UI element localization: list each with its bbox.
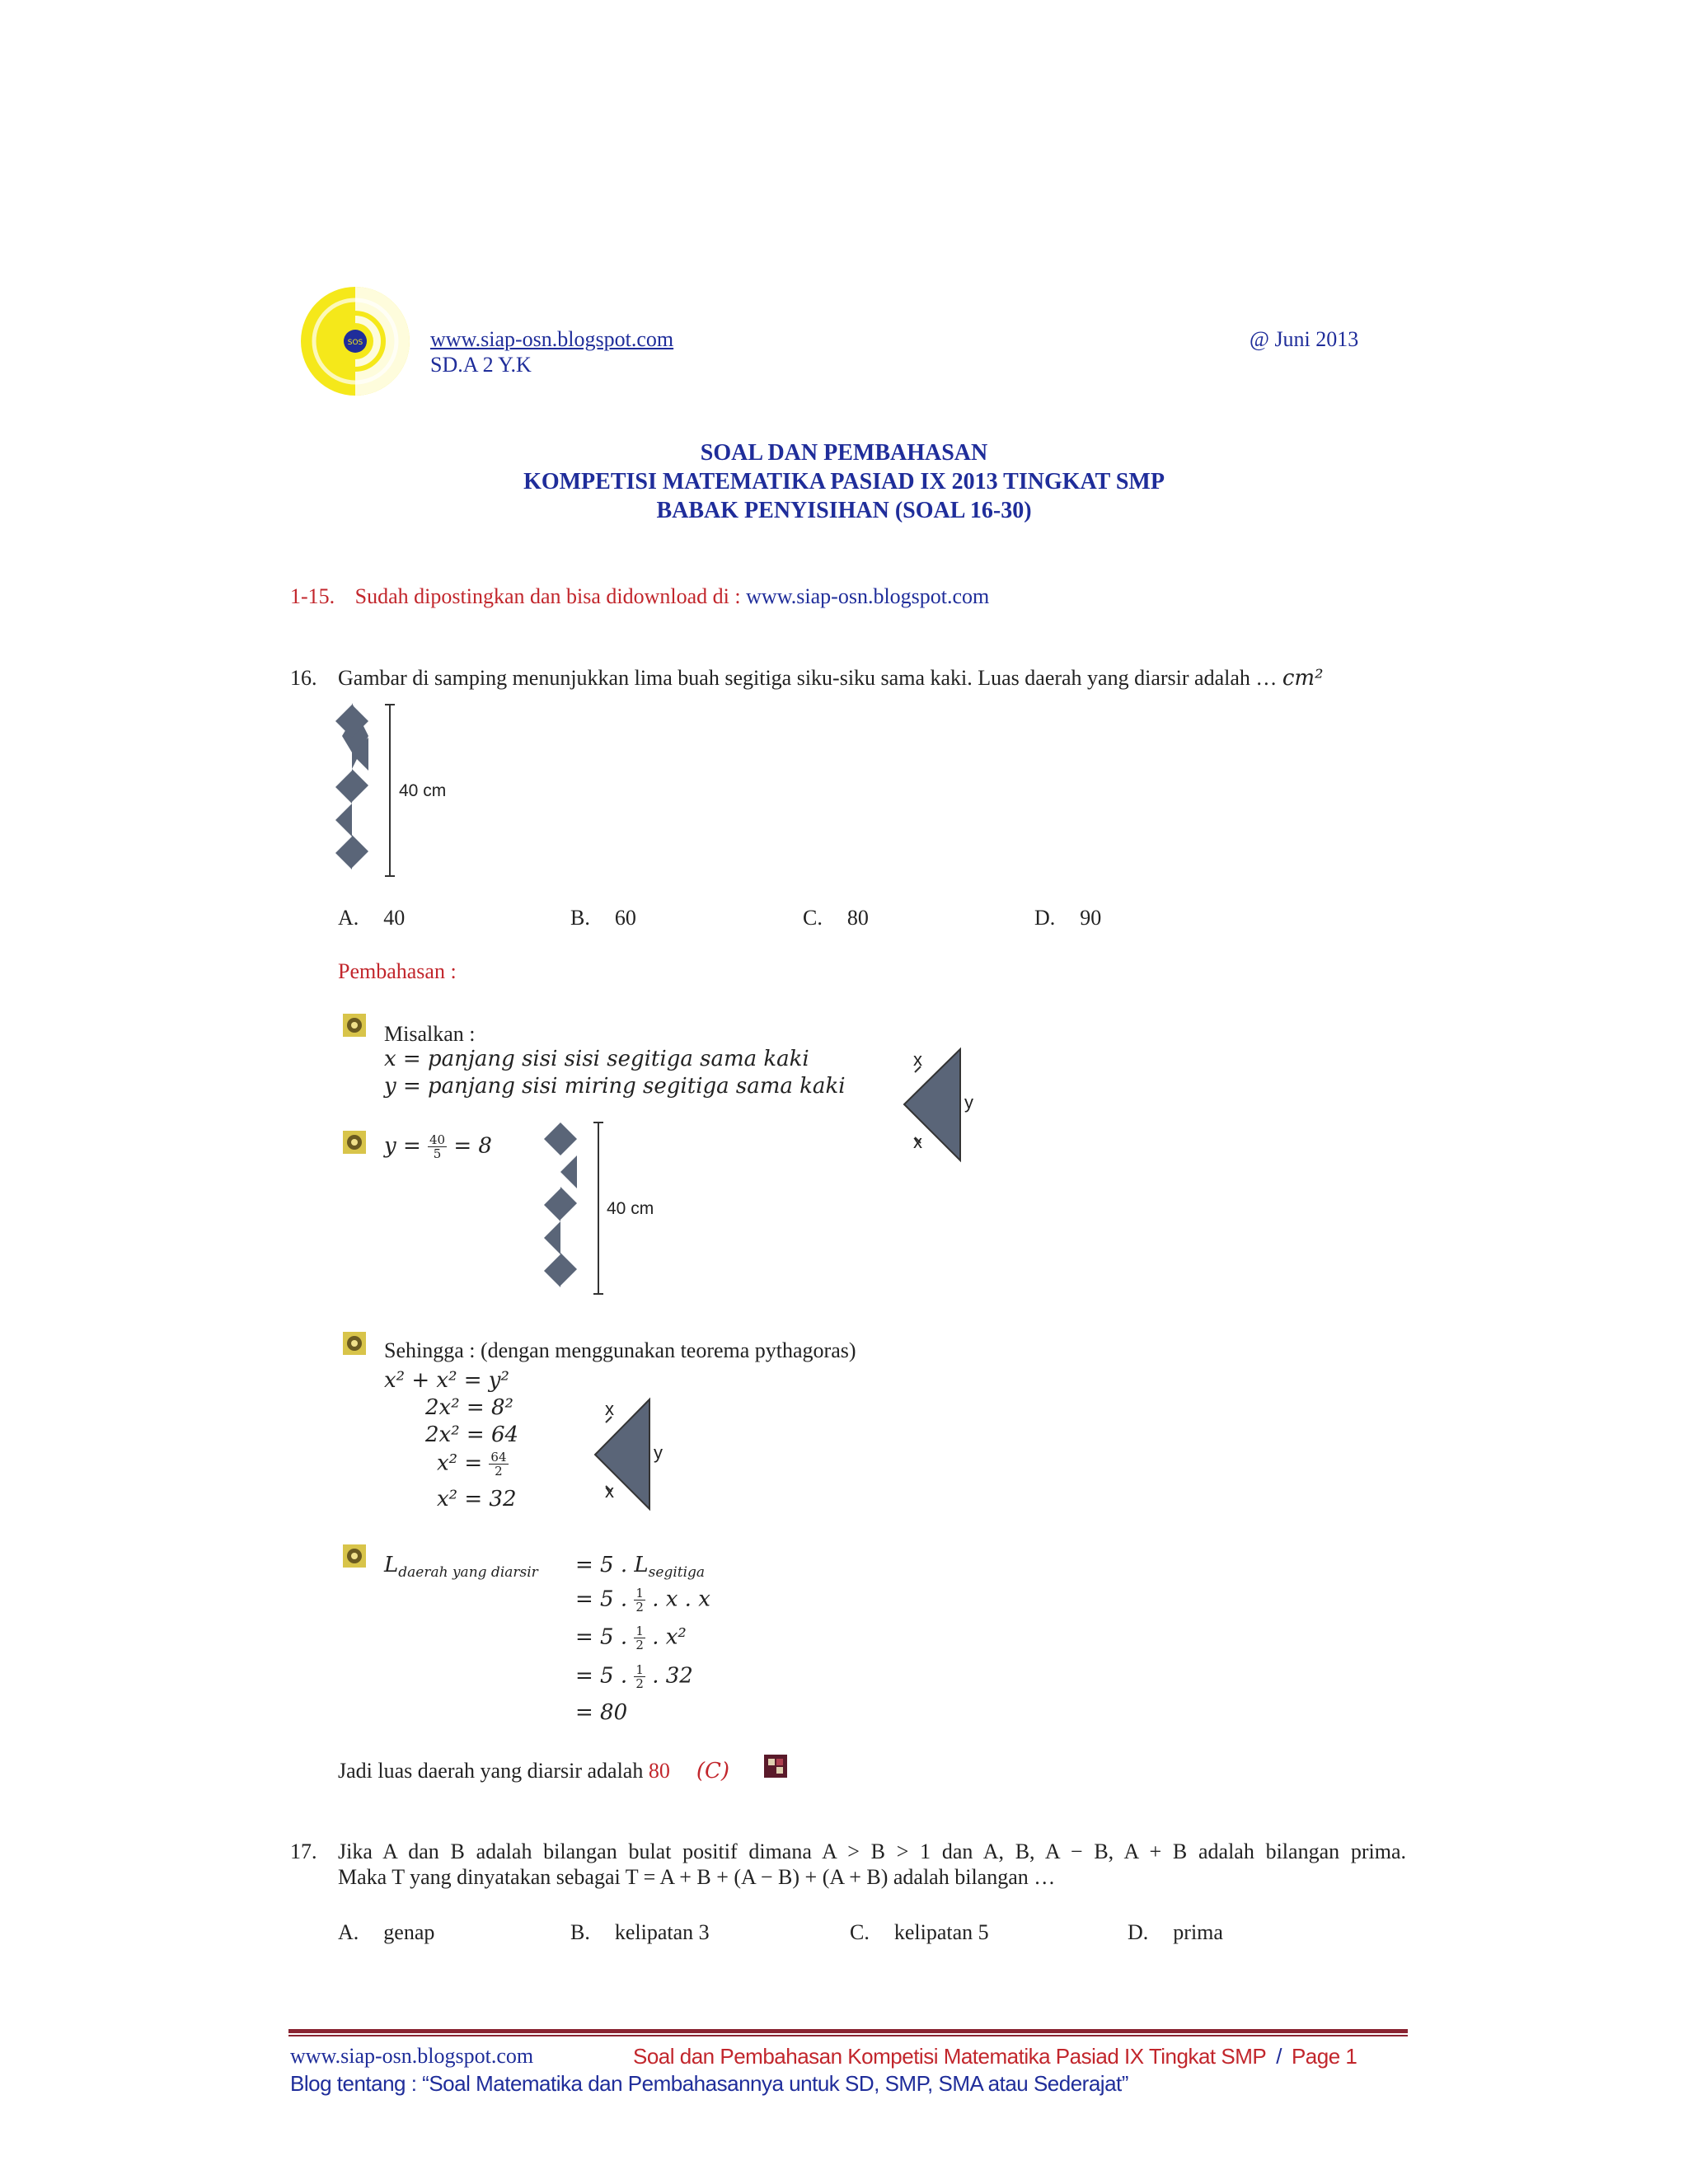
q17-line1: Jika A dan B adalah bilangan bulat positif dimana A > B > 1 dan A, B, A − B, A + B adalah bilangan prima. bbox=[338, 1840, 1406, 1863]
q16-option-b-value: 60 bbox=[614, 906, 636, 930]
area-line-2-lead: = 5 . bbox=[575, 1624, 635, 1650]
q16-figure-label: 40 cm bbox=[399, 781, 447, 800]
bullet-icon bbox=[341, 1330, 368, 1357]
area-label bbox=[384, 1553, 538, 1581]
def-x: x = panjang sisi sisi segitiga sama kaki bbox=[384, 1047, 809, 1071]
area-line-3-num: 1 bbox=[635, 1662, 644, 1677]
q17-option-a-letter: A. bbox=[338, 1920, 359, 1944]
q17-option-d[interactable] bbox=[1128, 1920, 1223, 1945]
area-rhs-sub: segitiga bbox=[648, 1564, 706, 1582]
note-text: Sudah dipostingkan dan bisa didownload di : bbox=[354, 584, 747, 608]
q16-option-c-letter: C. bbox=[803, 906, 823, 930]
area-line-1-den: 2 bbox=[635, 1600, 644, 1615]
area-line-1-tail: . x . x bbox=[645, 1586, 710, 1612]
q16-option-b-letter: B. bbox=[570, 906, 590, 930]
answer-letter: (C) bbox=[696, 1759, 730, 1783]
area-line-0 bbox=[575, 1553, 705, 1581]
bullet-icon bbox=[341, 1543, 368, 1569]
area-line-2-den: 2 bbox=[635, 1638, 644, 1652]
q16-option-c-value: 80 bbox=[846, 906, 869, 930]
q16-option-a[interactable] bbox=[338, 906, 405, 930]
pyth-line-1: x² + x² = y² bbox=[384, 1368, 509, 1393]
footer-separator: / bbox=[1276, 2044, 1282, 2069]
q16-option-a-value: 40 bbox=[383, 906, 406, 930]
footer-blog: Blog tentang : “Soal Matematika dan Pembahasannya untuk SD, SMP, SMA atau Sederajat” bbox=[290, 2071, 1128, 2096]
page-title-line3: BABAK PENYISIHAN (SOAL 16-30) bbox=[656, 498, 1032, 523]
conclusion-line bbox=[338, 1759, 729, 1783]
pyth-line-5: x² = 32 bbox=[437, 1487, 517, 1511]
tri1-label-x-top: x bbox=[913, 1049, 922, 1070]
q16-option-d[interactable] bbox=[1034, 906, 1101, 930]
q17-option-c-letter: C. bbox=[850, 1920, 870, 1944]
answer-value: 80 bbox=[648, 1759, 670, 1783]
q17-option-d-letter: D. bbox=[1128, 1920, 1149, 1944]
area-line-2-num: 1 bbox=[635, 1624, 644, 1638]
header-url[interactable]: www.siap-osn.blogspot.com bbox=[430, 327, 674, 351]
q16-number: 16. bbox=[290, 666, 317, 690]
header-date: @ Juni 2013 bbox=[1250, 327, 1359, 351]
tri1-label-x-bottom: x bbox=[913, 1132, 922, 1152]
note-range: 1-15. bbox=[290, 584, 335, 608]
footer-rule-bottom bbox=[288, 2035, 1408, 2036]
y-frac-den: 5 bbox=[433, 1146, 442, 1161]
pyth-frac-num: 64 bbox=[490, 1450, 507, 1465]
pembahasan-label: Pembahasan : bbox=[338, 959, 457, 983]
area-line-3-tail: . 32 bbox=[645, 1663, 693, 1689]
y-eq-left: y = bbox=[384, 1133, 429, 1159]
q17-option-a-value: genap bbox=[383, 1920, 435, 1944]
area-label-L: L bbox=[384, 1553, 399, 1577]
footer-doc-title: Soal dan Pembahasan Kompetisi Matematika Pasiad IX Tingkat SMP bbox=[633, 2044, 1267, 2069]
area-final: = 80 bbox=[575, 1700, 628, 1725]
footer-rule-top bbox=[288, 2029, 1408, 2033]
sehingga-text: Sehingga : (dengan menggunakan teorema pythagoras) bbox=[384, 1338, 856, 1362]
area-line-2 bbox=[575, 1624, 687, 1652]
q17-option-c-value: kelipatan 5 bbox=[893, 1920, 989, 1944]
misalkan-label: Misalkan : bbox=[384, 1022, 476, 1046]
tri1-label-y: y bbox=[964, 1092, 973, 1113]
area-label-sub: daerah yang diarsir bbox=[398, 1564, 538, 1582]
page-title-line2: KOMPETISI MATEMATIKA PASIAD IX 2013 TINGKAT SMP bbox=[523, 469, 1165, 494]
conclusion-text: Jadi luas daerah yang diarsir adalah bbox=[338, 1759, 649, 1783]
q17-line2: Maka T yang dinyatakan sebagai T = A + B + (A − B) + (A + B) adalah bilangan … bbox=[338, 1865, 1056, 1889]
q16-text: Gambar di samping menunjukkan lima buah segitiga siku-siku sama kaki. Luas daerah yang diarsir adalah … bbox=[338, 666, 1282, 690]
page-title-line1: SOAL DAN PEMBAHASAN bbox=[700, 440, 988, 466]
pyth-line-4 bbox=[437, 1451, 509, 1478]
pyth-frac-den: 2 bbox=[495, 1464, 503, 1479]
q16-triangle-figure bbox=[898, 1045, 989, 1165]
q17-option-b[interactable] bbox=[570, 1920, 710, 1945]
area-line-2-tail: . x² bbox=[645, 1624, 687, 1650]
q16-text-line bbox=[338, 666, 1324, 691]
footer-page: Page 1 bbox=[1291, 2044, 1357, 2069]
area-line-3-den: 2 bbox=[635, 1676, 644, 1691]
logo-text: SOS bbox=[347, 339, 363, 347]
area-line-3-lead: = 5 . bbox=[575, 1663, 635, 1689]
end-mark-icon bbox=[763, 1754, 788, 1779]
pyth-frac-lead: x² = bbox=[437, 1451, 490, 1476]
area-line-1-num: 1 bbox=[635, 1586, 644, 1601]
note-line bbox=[290, 584, 989, 609]
y-frac-num: 40 bbox=[429, 1132, 446, 1147]
y-eq-right: = 8 bbox=[447, 1133, 492, 1159]
q16-option-a-letter: A. bbox=[338, 906, 359, 930]
note-link[interactable]: www.siap-osn.blogspot.com bbox=[746, 584, 990, 608]
bullet-icon bbox=[341, 1129, 368, 1155]
pyth-line-2: 2x² = 8² bbox=[425, 1395, 513, 1420]
area-line-1 bbox=[575, 1586, 710, 1614]
q17-number: 17. bbox=[290, 1840, 317, 1863]
q17-option-a[interactable] bbox=[338, 1920, 434, 1945]
area-rhs-first: = 5 . L bbox=[575, 1553, 649, 1577]
y-equation bbox=[384, 1133, 492, 1160]
pyth-line-3: 2x² = 64 bbox=[425, 1422, 519, 1447]
tri2-label-x-top: x bbox=[605, 1399, 614, 1419]
area-line-3 bbox=[575, 1663, 693, 1690]
tri2-label-y: y bbox=[654, 1442, 663, 1463]
logo bbox=[298, 284, 412, 398]
q16-unit: cm² bbox=[1282, 666, 1324, 691]
q17-option-b-letter: B. bbox=[570, 1920, 590, 1944]
logo-emblem bbox=[298, 284, 412, 398]
header-school: SD.A 2 Y.K bbox=[430, 353, 532, 377]
q16-option-d-value: 90 bbox=[1080, 906, 1102, 930]
tri2-label-x-bottom: x bbox=[605, 1481, 614, 1502]
q17-option-c[interactable] bbox=[850, 1920, 989, 1945]
q16-option-b[interactable] bbox=[570, 906, 636, 930]
footer-doc-line bbox=[633, 2044, 1357, 2069]
q17-option-d-value: prima bbox=[1173, 1920, 1223, 1944]
def-y: y = panjang sisi miring segitiga sama kaki bbox=[384, 1074, 846, 1099]
q16-option-c[interactable] bbox=[803, 906, 869, 930]
footer-url[interactable]: www.siap-osn.blogspot.com bbox=[290, 2044, 534, 2068]
area-line-1-lead: = 5 . bbox=[575, 1586, 635, 1612]
q16-option-d-letter: D. bbox=[1034, 906, 1056, 930]
q16-figure-label-2: 40 cm bbox=[607, 1199, 654, 1218]
bullet-icon bbox=[341, 1012, 368, 1038]
q17-option-b-value: kelipatan 3 bbox=[614, 1920, 710, 1944]
